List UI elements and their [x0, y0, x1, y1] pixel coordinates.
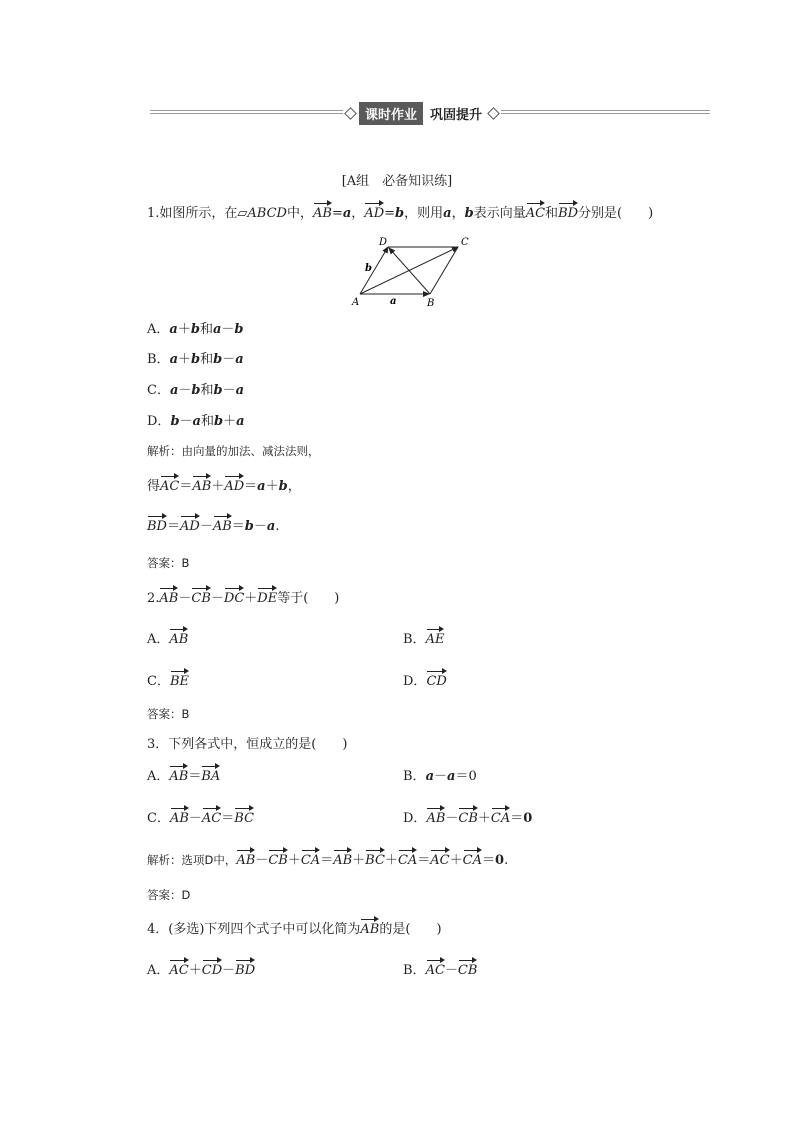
q1-analysis: 解析：由向量的加法、减法法则，: [147, 444, 320, 458]
q1-option-c: C．a－b和b－a: [147, 383, 245, 398]
q2-answer: 答案：B: [147, 707, 190, 721]
diamond-icon: [487, 107, 500, 120]
q3-option-a: A．AB＝BA: [147, 765, 220, 784]
label-b: b: [365, 263, 372, 274]
q2-option-c: C．BE: [147, 670, 189, 689]
label-a: a: [390, 296, 397, 307]
vector-BD: [389, 248, 430, 294]
q3-option-d: D．AB－CB＋CA＝0: [403, 807, 532, 826]
q3-stem: 3．下列各式中，恒成立的是( ): [147, 737, 348, 752]
banner-box: [343, 102, 501, 124]
label-D: D: [379, 237, 388, 248]
q1-option-d: D．b－a和b＋a: [147, 414, 245, 429]
q2-option-a: A．AB: [147, 628, 188, 647]
q1-analysis-line2: 得AC＝AB＋AD＝a＋b，: [147, 475, 301, 494]
diamond-icon: [344, 107, 357, 120]
q3-analysis: 解析：选项D中，AB－CB＋CA＝AB＋BC＋CA＝AC＋CA＝0.: [147, 849, 508, 868]
homework-banner: [150, 101, 710, 129]
q4-option-b: B．AC－CB: [403, 959, 477, 978]
q1-stem: 1.如图所示，在▱ABCD中，AB=a，AD=b，则用a，b表示向量AC和BD分别是( ): [147, 202, 653, 221]
parallelogram-figure: [347, 233, 477, 311]
label-C: C: [461, 237, 469, 248]
section-title: [A组 必备知识练]: [341, 174, 453, 189]
q1-option-b: B．a＋b和b－a: [147, 352, 244, 367]
q4-stem: 4．(多选)下列四个式子中可以化简为AB的是( ): [147, 918, 442, 937]
banner-subtitle: 巩固提升: [430, 107, 483, 123]
q2-stem: 2.AB－CB－DC＋DE等于( ): [147, 587, 339, 606]
q2-option-d: D．CD: [403, 670, 447, 689]
q4-option-a: A．AC＋CD－BD: [147, 959, 255, 978]
q1-option-a: A．a＋b和a－b: [147, 322, 244, 337]
q3-option-b: B．a－a＝0: [403, 769, 477, 784]
q2-option-b: B．AE: [403, 628, 444, 647]
q1-answer: 答案：B: [147, 556, 190, 570]
q3-option-c: C．AB－AC＝BC: [147, 807, 254, 826]
label-A: A: [352, 297, 360, 308]
banner-tag: 课时作业: [359, 102, 423, 125]
label-B: B: [427, 298, 435, 309]
q1-analysis-line3: BD＝AD－AB＝b－a.: [147, 515, 279, 534]
q3-answer: 答案：D: [147, 888, 191, 902]
